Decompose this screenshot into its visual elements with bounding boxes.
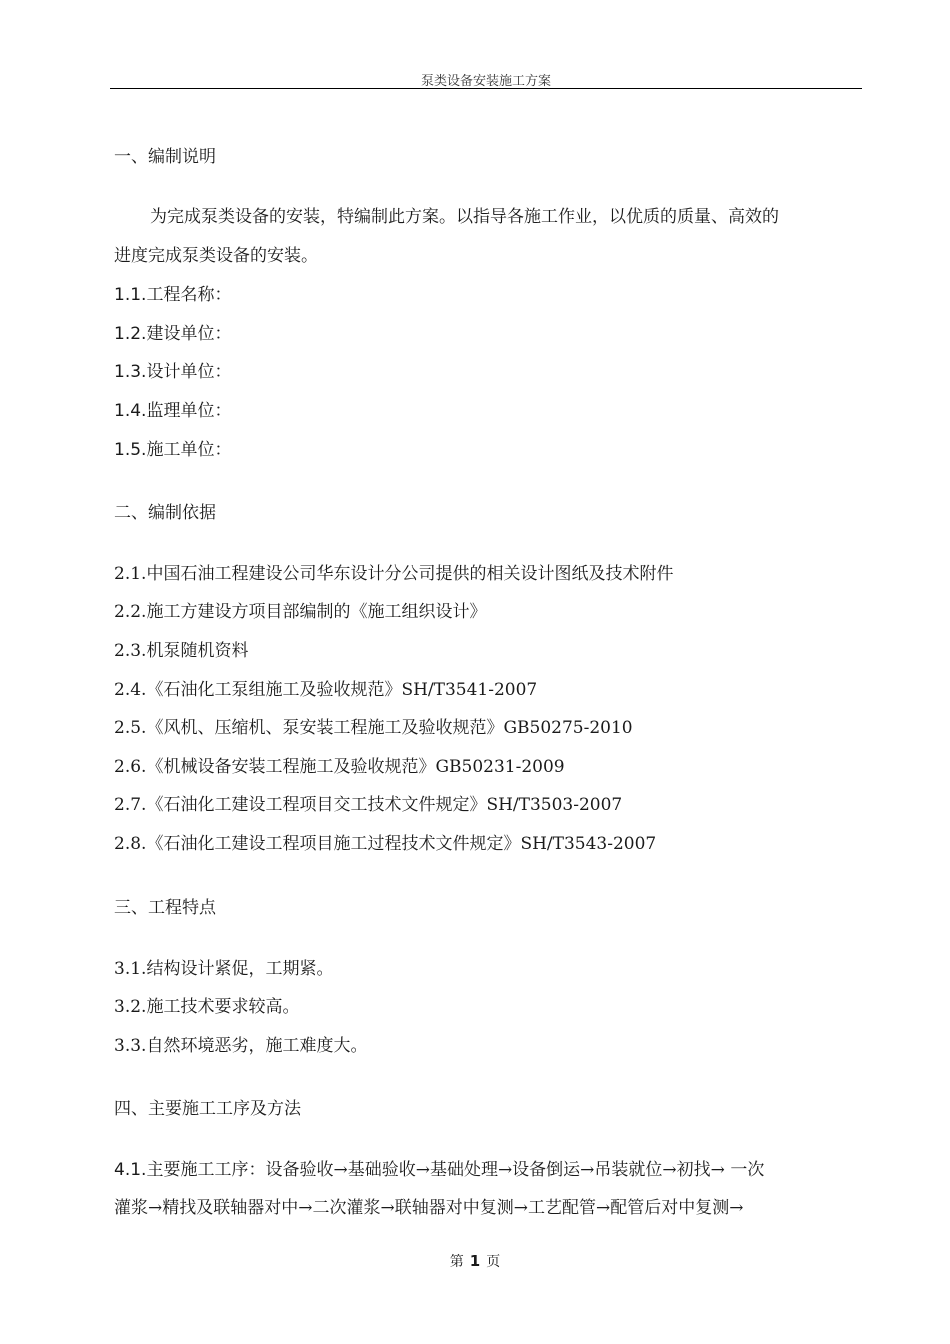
reference-item: 2.7.《石油化工建设工程项目交工技术文件规定》SH/T3503-2007 <box>114 795 623 815</box>
procedure-line-1 <box>114 1159 764 1181</box>
reference-item: 2.6.《机械设备安装工程施工及验收规范》GB50231-2009 <box>114 757 565 777</box>
reference-item: 2.4.《石油化工泵组施工及验收规范》SH/T3541-2007 <box>114 680 538 700</box>
footer-suffix: 页 <box>486 1254 501 1270</box>
section-3-heading: 三、工程特点 <box>114 898 216 918</box>
item-label: 施工单位： <box>146 440 232 460</box>
footer-prefix: 第 <box>449 1254 464 1270</box>
section-1-heading: 一、编制说明 <box>114 147 216 167</box>
section-4-heading: 四、主要施工工序及方法 <box>114 1099 301 1119</box>
procedure-line-2: 灌浆→精找及联轴器对中→二次灌浆→联轴器对中复测→工艺配管→配管后对中复测→ <box>114 1198 744 1218</box>
reference-item: 2.2.施工方建设方项目部编制的《施工组织设计》 <box>114 602 487 622</box>
page-header-title: 泵类设备安装施工方案 <box>420 74 551 89</box>
page-footer <box>0 1251 950 1271</box>
header-rule <box>110 88 862 89</box>
item-number: 1.1. <box>114 285 147 305</box>
item-label: 监理单位： <box>146 401 232 421</box>
reference-item: 2.3.机泵随机资料 <box>114 641 249 661</box>
item-label: 设计单位： <box>146 362 232 382</box>
item-label: 建设单位： <box>146 324 232 344</box>
reference-item: 2.5.《风机、压缩机、泵安装工程施工及验收规范》GB50275-2010 <box>114 718 633 738</box>
feature-item: 3.3.自然环境恶劣，施工难度大。 <box>114 1036 368 1056</box>
item-number: 1.2. <box>114 324 147 344</box>
item-number: 1.3. <box>114 362 147 382</box>
procedure-text: 主要施工工序：设备验收→基础验收→基础处理→设备倒运→吊装就位→初找→ 一次 <box>146 1160 765 1180</box>
item-1-2 <box>114 323 231 345</box>
feature-item: 3.1.结构设计紧促，工期紧。 <box>114 959 334 979</box>
section-1-paragraph-line-1: 为完成泵类设备的安装，特编制此方案。以指导各施工作业，以优质的质量、高效的 <box>150 207 779 227</box>
reference-item: 2.1.中国石油工程建设公司华东设计分公司提供的相关设计图纸及技术附件 <box>114 564 674 584</box>
page-number: 1 <box>469 1252 481 1270</box>
item-1-5 <box>114 439 231 461</box>
reference-item: 2.8.《石油化工建设工程项目施工过程技术文件规定》SH/T3543-2007 <box>114 834 657 854</box>
item-number: 1.4. <box>114 401 147 421</box>
item-1-4 <box>114 400 231 422</box>
section-1-paragraph-line-2: 进度完成泵类设备的安装。 <box>114 246 318 266</box>
item-label: 工程名称： <box>146 285 232 305</box>
item-number: 4.1. <box>114 1160 147 1180</box>
section-2-heading: 二、编制依据 <box>114 503 216 523</box>
item-1-1 <box>114 284 231 306</box>
feature-item: 3.2.施工技术要求较高。 <box>114 997 300 1017</box>
item-1-3 <box>114 361 231 383</box>
item-number: 1.5. <box>114 440 147 460</box>
